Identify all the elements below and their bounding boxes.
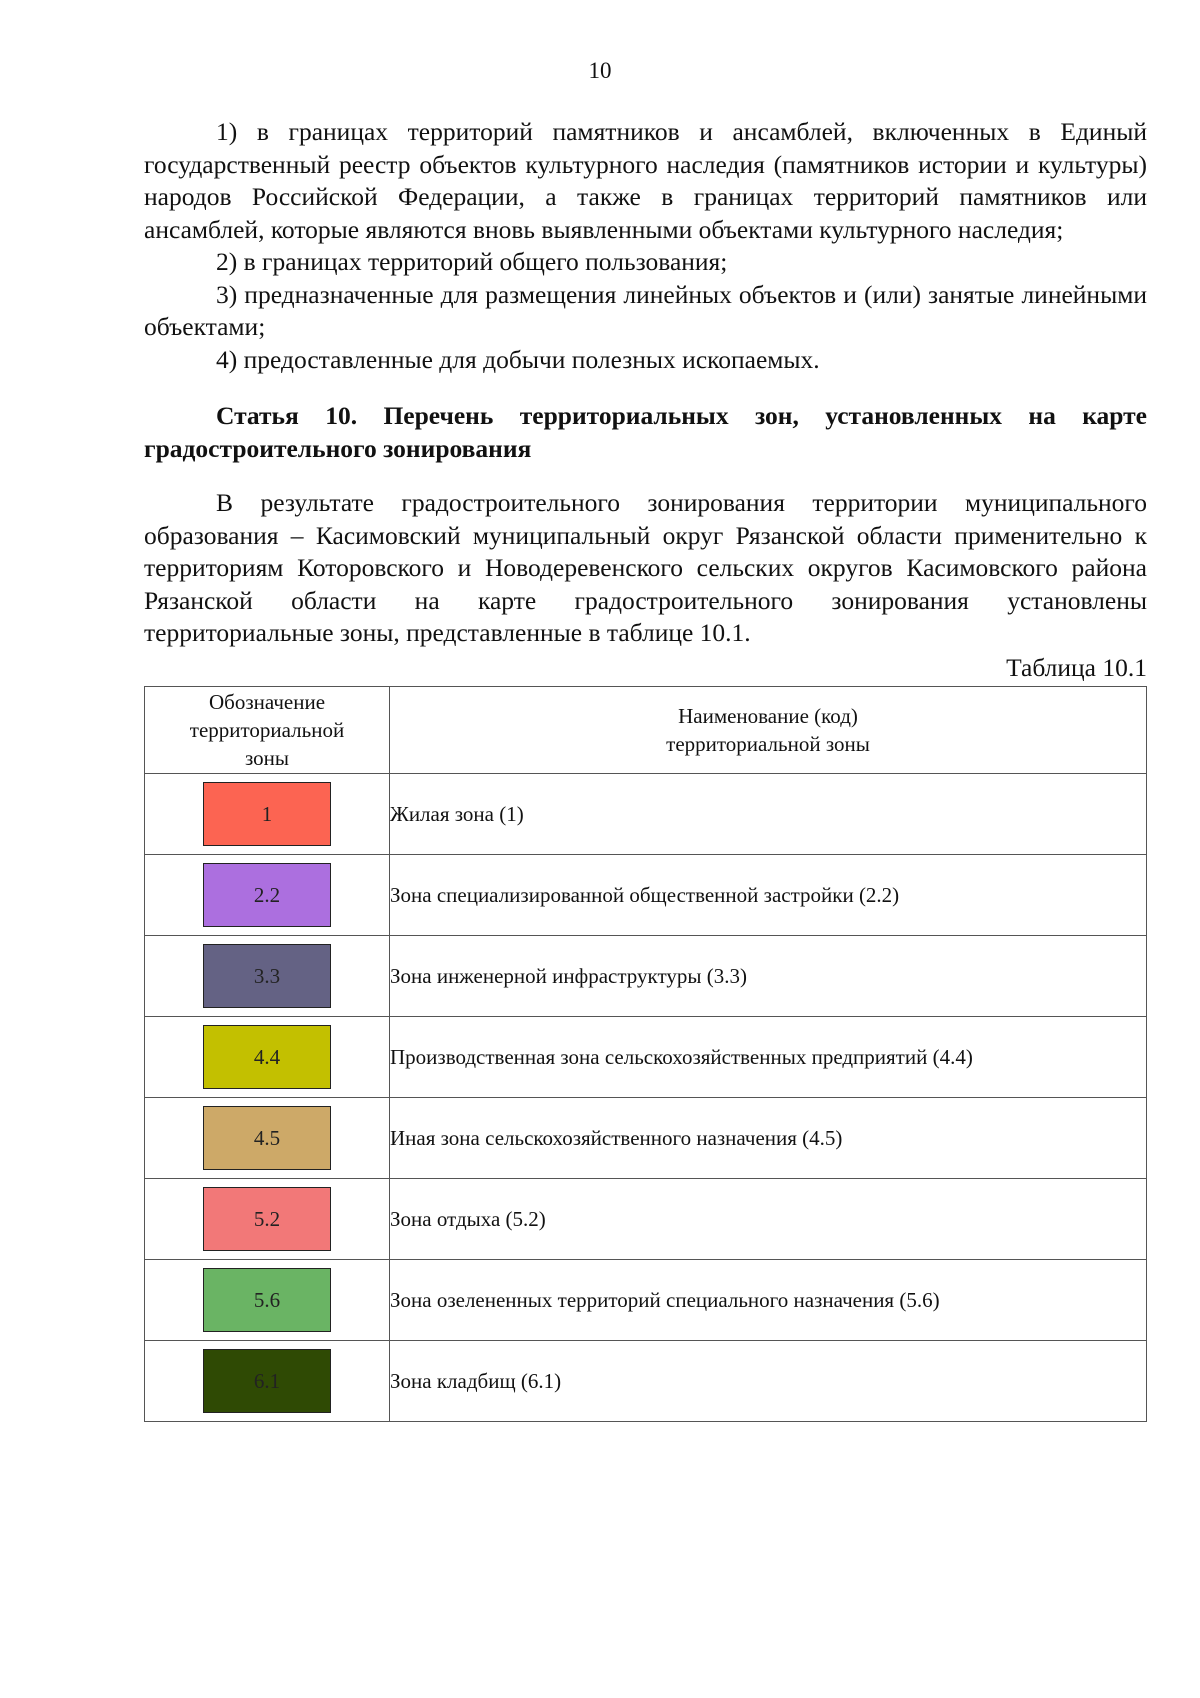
- zones-table-body: [145, 773, 1147, 1421]
- table-caption: Таблица 10.1: [1006, 652, 1147, 682]
- paragraph-3: 3) предназначенные для размещения линейных объектов и (или) занятые линейными объектами;: [144, 279, 1147, 341]
- zone-name-cell: Зона кладбищ (6.1): [390, 1340, 1147, 1421]
- paragraph-2: 2) в границах территорий общего пользования;: [216, 247, 728, 276]
- table-row: [145, 1097, 1147, 1178]
- zone-name-cell: Жилая зона (1): [390, 773, 1147, 854]
- zone-code-cell: [145, 1097, 390, 1178]
- zone-name-cell: Зона инженерной инфраструктуры (3.3): [390, 935, 1147, 1016]
- table-row: [145, 935, 1147, 1016]
- zone-color-swatch: 4.5: [203, 1106, 331, 1170]
- article-heading: Статья 10. Перечень территориальных зон, установленных на карте градостроительного зонирования: [144, 401, 1147, 463]
- zone-color-swatch: 5.2: [203, 1187, 331, 1251]
- table-row: [145, 1259, 1147, 1340]
- zone-name-cell: Зона специализированной общественной застройки (2.2): [390, 854, 1147, 935]
- zone-code-cell: [145, 854, 390, 935]
- intro-paragraph: В результате градостроительного зонирования территории муниципального образования – Касимовский муниципальный округ Рязанской области применительно к территориям Которовского и Новодеревенского сельских округов Касимовского района Рязанской области на карте градостроительного зонирования установлены территориальные зоны, представленные в таблице 10.1.: [144, 488, 1147, 647]
- zone-color-swatch: 2.2: [203, 863, 331, 927]
- zone-code-cell: [145, 773, 390, 854]
- zone-name-cell: Зона озелененных территорий специального назначения (5.6): [390, 1259, 1147, 1340]
- zone-code-cell: [145, 1016, 390, 1097]
- table-header-row: [145, 686, 1147, 773]
- zone-name-cell: Иная зона сельскохозяйственного назначения (4.5): [390, 1097, 1147, 1178]
- zone-name-cell: Производственная зона сельскохозяйственных предприятий (4.4): [390, 1016, 1147, 1097]
- zone-color-swatch: 6.1: [203, 1349, 331, 1413]
- zone-color-swatch: 1: [203, 782, 331, 846]
- zones-table: [144, 686, 1147, 1422]
- header-zone-designation: Обозначение территориальной зоны: [145, 686, 390, 773]
- header-zone-name: Наименование (код) территориальной зоны: [390, 686, 1147, 773]
- paragraph-1: 1) в границах территорий памятников и ансамблей, включенных в Единый государственный реестр объектов культурного наследия (памятников истории и культуры) народов Российской Федерации, а также в границах территорий памятников или ансамблей, которые являются вновь выявленными объектами культурного наследия;: [144, 117, 1147, 244]
- zone-color-swatch: 4.4: [203, 1025, 331, 1089]
- zone-code-cell: [145, 935, 390, 1016]
- paragraph-4: 4) предоставленные для добычи полезных ископаемых.: [216, 344, 820, 374]
- zone-code-cell: [145, 1178, 390, 1259]
- zone-name-cell: Зона отдыха (5.2): [390, 1178, 1147, 1259]
- table-row: [145, 1340, 1147, 1421]
- table-row: [145, 1178, 1147, 1259]
- table-row: [145, 773, 1147, 854]
- document-body: [144, 116, 1147, 1422]
- zone-color-swatch: 5.6: [203, 1268, 331, 1332]
- zone-code-cell: [145, 1340, 390, 1421]
- zone-code-cell: [145, 1259, 390, 1340]
- table-row: [145, 854, 1147, 935]
- table-row: [145, 1016, 1147, 1097]
- zone-color-swatch: 3.3: [203, 944, 331, 1008]
- page-number: 10: [588, 58, 612, 83]
